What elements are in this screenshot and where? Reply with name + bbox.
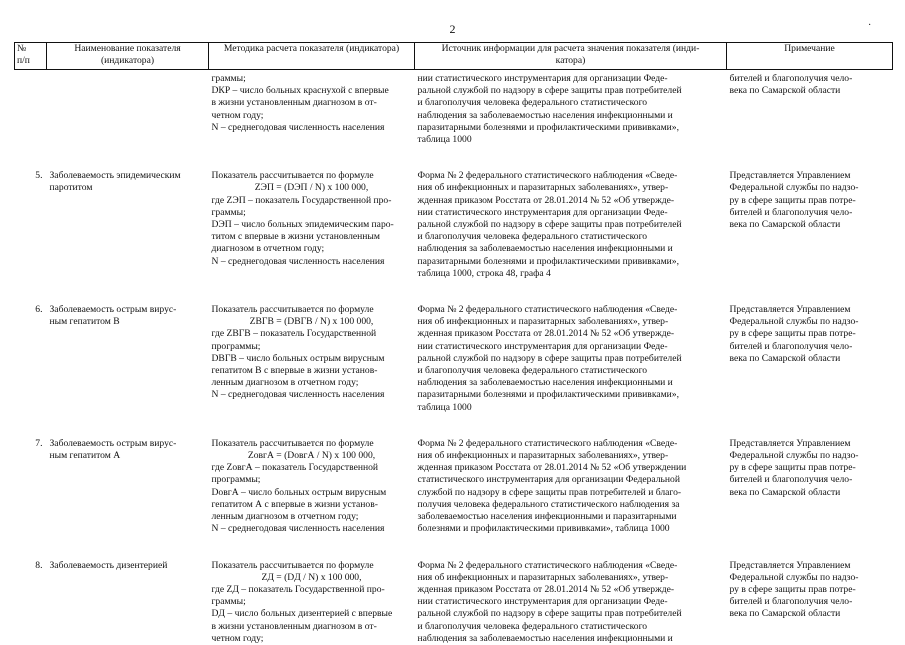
note-cell: Представляется Управлением Федеральной службы по надзо- ру в сфере защиты прав потре- бителей и благополучия чело- века по Самарской области bbox=[729, 304, 859, 364]
source-cell: Форма № 2 федерального статистического наблюдения «Сведе- ния об инфекционных и паразитарных заболеваниях», утвер- жденная приказом Росстата от 28.01.2014 № 52 «Об утвержде- нии статистического инструментария для организации Феде- ральной службой по надзору в сфере защиты прав потребителей и благополучия человека федерального статистического наблюдения за заболеваемостью населения инфекционными и паразитарными болезнями и профилактическими прививками», таблица 1000, строка 48, графа 4 bbox=[417, 170, 682, 279]
table-row bbox=[15, 146, 893, 280]
row-number: 5. bbox=[35, 170, 43, 182]
table-header-row bbox=[15, 43, 893, 70]
indicator-name: Заболеваемость дизентерией bbox=[49, 559, 168, 571]
header-note: Примечание bbox=[727, 43, 893, 70]
method-body: где ZД – показатель Государственной про- граммы; DД – число больных дизентерией с впервые в жизни установленным диагнозом в от- четном году; bbox=[211, 583, 393, 644]
method-cell bbox=[209, 536, 415, 645]
table-row bbox=[15, 414, 893, 536]
header-num: № п/п bbox=[15, 43, 47, 70]
method-body: где ZовгА – показатель Государственной программы; DовгА – число больных острым вирусным гепатитом А с впервые в жизни установ- ленным диагнозом в отчетном году; N – среднегодовая численность населения bbox=[211, 462, 387, 535]
method-cell bbox=[209, 146, 415, 280]
header-source: Источник информации для расчета значения показателя (инди- катора) bbox=[415, 43, 727, 70]
formula: ZЭП = (DЭП / N) x 100 000, bbox=[254, 182, 369, 194]
source-cell: Форма № 2 федерального статистического наблюдения «Сведе- ния об инфекционных и паразитарных заболеваниях», утвер- жденная приказом Росстата от 28.01.2014 № 52 «Об утвержде- нии статистического инструментария для организации Феде- ральной службой по надзору в сфере защиты прав потребителей и благополучия человека федерального статистического наблюдения за заболеваемостью населения инфекционными и bbox=[417, 559, 682, 644]
method-intro: Показатель рассчитывается по формуле bbox=[211, 559, 374, 571]
method-cell bbox=[209, 280, 415, 414]
note-cell: Представляется Управлением Федеральной службы по надзо- ру в сфере защиты прав потре- бителей и благополучия чело- века по Самарской области bbox=[729, 559, 859, 620]
header-name: Наименование показателя (индикатора) bbox=[47, 43, 209, 70]
note-cell: Представляется Управлением Федеральной службы по надзо- ру в сфере защиты прав потре- бителей и благополучия чело- века по Самарской области bbox=[729, 170, 859, 231]
header-method: Методика расчета показателя (индикатора) bbox=[209, 43, 415, 70]
source-cell: Форма № 2 федерального статистического наблюдения «Сведе- ния об инфекционных и паразитарных заболеваниях», утвер- жденная приказом Росстата от 28.01.2014 № 52 «Об утверждении статистического инструментария для организации Федеральной службой по надзору в сфере защиты прав потребителей и благо- получия человека федерального статистического наблюдения за заболеваемостью населения инфекционными и паразитарными болезнями и профилактическими прививками», таблица 1000 bbox=[417, 437, 687, 535]
margin-mark: · bbox=[868, 20, 872, 31]
table-row bbox=[15, 280, 893, 414]
indicator-name: Заболеваемость эпидемическим паротитом bbox=[49, 170, 181, 194]
row-number: 8. bbox=[35, 559, 43, 571]
method-cell bbox=[209, 414, 415, 536]
method-body: где ZЭП – показатель Государственной про- граммы; DЭП – число больных эпидемическим паро- титом с впервые в жизни установленным диагнозом в отчетном году; N – среднегодовая численность населения bbox=[211, 194, 394, 267]
indicator-name: Заболеваемость острым вирус- ным гепатитом В bbox=[49, 304, 177, 328]
source-cell: нии статистического инструментария для организации Феде- ральной службой по надзору в сфере защиты прав потребителей и благополучия человека федерального статистического наблюдения за заболеваемостью населения инфекционными и паразитарными болезнями и профилактическими прививками», таблица 1000 bbox=[417, 73, 682, 146]
note-cell: бителей и благополучия чело- века по Самарской области bbox=[729, 73, 853, 97]
row-number: 7. bbox=[35, 437, 43, 449]
method-intro: Показатель рассчитывается по формуле bbox=[211, 304, 374, 316]
formula: ZВГВ = (DВГВ / N) x 100 000, bbox=[249, 316, 374, 328]
table-row-continuation bbox=[15, 70, 893, 147]
indicators-table bbox=[14, 42, 893, 645]
method-intro: Показатель рассчитывается по формуле bbox=[211, 170, 374, 182]
method-intro: Показатель рассчитывается по формуле bbox=[211, 437, 374, 449]
table-row bbox=[15, 536, 893, 645]
page-number: 2 bbox=[449, 22, 456, 36]
formula: ZД = (DД / N) x 100 000, bbox=[261, 571, 362, 583]
method-body: где ZВГВ – показатель Государственной программы; DВГВ – число больных острым вирусным гепатитом В с впервые в жизни установ- ленным диагнозом в отчетном году; N – среднегодовая численность населения bbox=[211, 328, 385, 401]
source-cell: Форма № 2 федерального статистического наблюдения «Сведе- ния об инфекционных и паразитарных заболеваниях», утвер- жденная приказом Росстата от 28.01.2014 № 52 «Об утвержде- нии статистического инструментария для организации Феде- ральной службой по надзору в сфере защиты прав потребителей и благополучия человека федерального статистического наблюдения за заболеваемостью населения инфекционными и паразитарными болезнями и профилактическими прививками», таблица 1000 bbox=[417, 304, 682, 413]
formula: ZовгА = (DовгА / N) x 100 000, bbox=[247, 450, 376, 462]
note-cell: Представляется Управлением Федеральной службы по надзо- ру в сфере защиты прав потре- бителей и благополучия чело- века по Самарской области bbox=[729, 437, 859, 498]
row-number: 6. bbox=[35, 304, 43, 316]
method-cell: граммы; DКР – число больных краснухой с впервые в жизни установленным диагнозом в от- четном году; N – среднегодовая численность населения bbox=[211, 73, 389, 133]
indicator-name: Заболеваемость острым вирус- ным гепатитом А bbox=[49, 437, 177, 462]
